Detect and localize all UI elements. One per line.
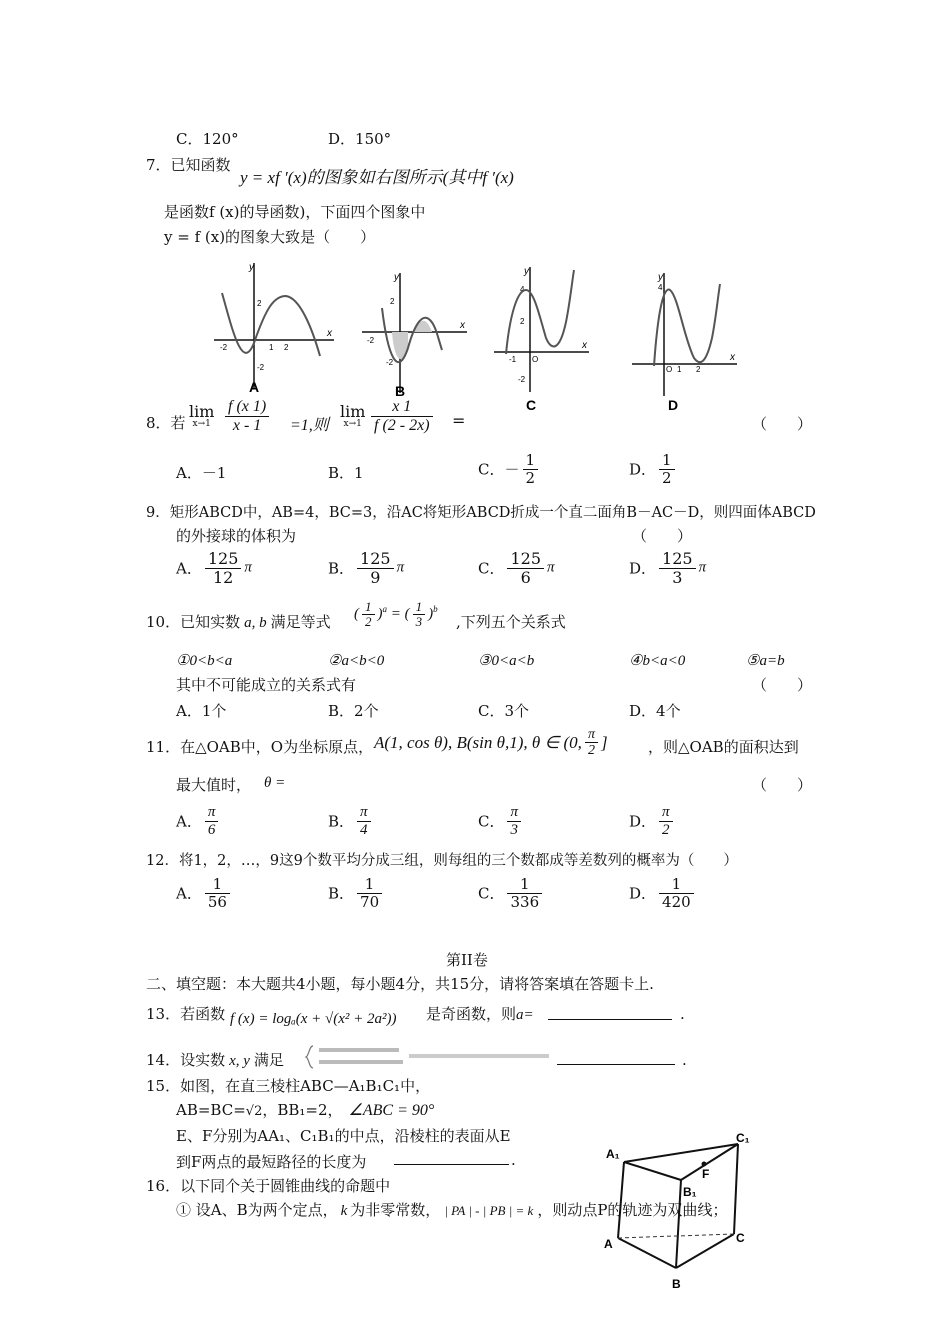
graph-d: [632, 268, 742, 418]
q14-end: .: [682, 1051, 687, 1069]
q10-line1: 10．已知实数 a, b 满足等式: [146, 613, 331, 631]
q10-relation-4: ④b<a<0: [629, 653, 686, 669]
q15-line1: 15．如图，在直三棱柱ABC—A₁B₁C₁中，: [146, 1077, 431, 1095]
q9-option-c: C． $\frac{125}{6}$ π: [478, 549, 555, 587]
q7-line3: y = f (x)的图象大致是（ ）: [164, 228, 376, 246]
q8-option-a: A．－1: [176, 464, 227, 482]
graph-d-label: D: [668, 397, 679, 413]
svg-text:4: 4: [520, 285, 525, 294]
graph-a: [214, 258, 339, 393]
svg-text:x: x: [730, 352, 735, 363]
q11-line1: 11．在△OAB中，O为坐标原点，: [146, 738, 374, 756]
q9-line1: 9．矩形ABCD中，AB=4，BC=3，沿AC将矩形ABCD折成一个直二面角B－AC－D，则四面体ABCD: [146, 505, 816, 521]
q11-option-c: C． $\frac{\pi}{3}$: [478, 804, 524, 838]
q12-option-d: D． $\frac{1}{420}$: [629, 876, 697, 910]
q11-option-d: D． $\frac{\pi}{2}$: [629, 804, 676, 838]
svg-text:2: 2: [696, 365, 701, 374]
q16-line2: ① 设A、B为两个定点， k 为非零常数， | PA | - | PB | = k ，则动点P的轨迹为双曲线；: [176, 1201, 728, 1219]
q6-option-c: C．120°: [176, 130, 239, 148]
q10-option-a: A．1个: [176, 702, 227, 720]
q7-line2: 是函数f (x)的导函数)，下面四个图象中: [164, 203, 426, 221]
q8-option-d: D． $\frac{1}{2}$: [629, 452, 678, 486]
svg-text:y: y: [524, 266, 529, 277]
svg-text:4: 4: [658, 283, 663, 292]
q8-fraction-1: $\frac{f (x 1)}{x - 1}$: [222, 398, 272, 434]
q10-relation-3: ③0<a<b: [478, 653, 535, 669]
q10-paren: （ ）: [752, 676, 813, 694]
q16-line1: 16．以下同个关于圆锥曲线的命题中: [146, 1177, 391, 1195]
graph-a-label: A: [249, 379, 260, 393]
q13-end: .: [680, 1005, 685, 1023]
svg-text:-2: -2: [367, 336, 375, 345]
q11-option-b: B． $\frac{\pi}{4}$: [328, 804, 374, 838]
q14-line: 14．设实数 x, y 满足: [146, 1051, 284, 1069]
q13-number: 13．若函数: [146, 1005, 226, 1023]
svg-text:x: x: [582, 340, 587, 351]
q10-option-d: D．4个: [629, 702, 681, 720]
part2-title: 第II卷: [446, 951, 488, 969]
q12-line1: 12．将1，2，…，9这9个数平均分成三组，则每组的三个数都成等差数列的概率为（ ）: [146, 853, 738, 869]
graph-c: [494, 262, 594, 417]
part2-section-heading: 二、填空题：本大题共4小题，每小题4分，共15分，请将答案填在答题卡上.: [146, 975, 654, 993]
q15-line2: AB=BC=√2，BB₁=2， ∠ABC = 90°: [176, 1101, 435, 1119]
svg-text:y: y: [658, 272, 663, 283]
label-f: F: [702, 1167, 710, 1181]
svg-text:2: 2: [284, 343, 289, 352]
q9-line2: 的外接球的体积为: [176, 527, 297, 545]
q8-option-b: B．1: [328, 464, 364, 482]
svg-text:y: y: [249, 262, 254, 273]
q10-equation: ( $\frac{1}{2}$ )$^a$ = ( $\frac{1}{3}$ )$^b$: [354, 599, 438, 630]
q13-answer-blank[interactable]: [548, 1019, 672, 1020]
q8-mid: =1,则: [290, 417, 329, 434]
svg-text:O: O: [532, 355, 539, 364]
svg-text:1: 1: [269, 343, 274, 352]
q8-equals: =: [452, 411, 466, 430]
q11-option-a: A． $\frac{\pi}{6}$: [176, 804, 221, 838]
q10-relation-2: ②a<b<0: [328, 653, 385, 669]
label-a: A: [604, 1237, 613, 1251]
q15-line3: E、F分别为AA₁、C₁B₁的中点，沿棱柱的表面从E: [176, 1127, 511, 1145]
q11-theta: θ =: [264, 775, 286, 791]
graph-c-label: C: [526, 397, 537, 413]
q8-lim-1: lim x→1: [189, 402, 215, 429]
q13-tail: 是奇函数，则a=: [426, 1005, 534, 1023]
q11-line2: 最大值时，: [176, 776, 252, 794]
svg-text:2: 2: [520, 317, 525, 326]
q8-fraction-2: $\frac{x 1}{f (2 - 2x)}$: [368, 398, 436, 434]
q12-option-a: A． $\frac{1}{56}$: [176, 876, 233, 910]
q10-line3: 其中不可能成立的关系式有: [176, 676, 357, 694]
svg-text:x: x: [327, 328, 332, 339]
q12-option-b: B． $\frac{1}{70}$: [328, 876, 385, 910]
q10-line1-tail: ,下列五个关系式: [456, 613, 566, 631]
q9-option-d: D． $\frac{125}{3}$ π: [629, 549, 707, 587]
q10-option-c: C．3个: [478, 702, 530, 720]
q14-constraints-blurred: [305, 1042, 555, 1072]
svg-text:O: O: [666, 365, 673, 374]
q9-paren: （ ）: [632, 527, 693, 545]
svg-text:1: 1: [677, 365, 682, 374]
q8-paren: （ ）: [752, 415, 813, 433]
q10-relation-1: ①0<b<a: [176, 653, 233, 669]
q10-option-b: B．2个: [328, 702, 379, 720]
label-c1: C₁: [736, 1131, 750, 1145]
svg-text:x: x: [460, 320, 465, 331]
graph-b-label: B: [395, 383, 406, 398]
svg-text:-1: -1: [509, 355, 517, 364]
q11-formula: A(1, cos θ), B(sin θ,1), θ ∈ (0, $\frac{\pi}{2}$ ]: [374, 727, 608, 759]
svg-text:-2: -2: [518, 375, 526, 384]
label-c: C: [736, 1231, 745, 1245]
q15-line4: 到F两点的最短路径的长度为: [176, 1153, 367, 1171]
q9-option-b: B． $\frac{125}{9}$ π: [328, 549, 405, 587]
label-b1: B₁: [683, 1185, 697, 1199]
svg-text:-2: -2: [257, 363, 265, 372]
q11-paren: （ ）: [752, 776, 813, 794]
q7-formula: y = xf ′(x)的图象如右图所示(其中f ′(x): [240, 168, 514, 187]
q6-option-d: D．150°: [328, 130, 392, 148]
svg-text:2: 2: [257, 299, 262, 308]
svg-text:y: y: [394, 272, 399, 283]
label-b: B: [672, 1277, 681, 1291]
q10-relation-5: ⑤a=b: [746, 653, 785, 669]
q8-lim-2: lim x→1: [340, 402, 366, 429]
q9-option-a: A． $\frac{125}{12}$ π: [176, 549, 252, 587]
q15-end: .: [511, 1151, 516, 1169]
q7-number: 7．已知函数: [146, 156, 231, 174]
label-a1: A₁: [606, 1147, 620, 1161]
svg-text:2: 2: [390, 297, 395, 306]
q8-option-c: C．－ $\frac{1}{2}$: [478, 452, 541, 486]
q8-number: 8．若: [146, 414, 186, 432]
svg-text:-2: -2: [386, 358, 394, 367]
graph-b: [362, 268, 472, 398]
svg-text:-2: -2: [220, 343, 228, 352]
q14-answer-blank[interactable]: [557, 1064, 675, 1065]
q12-option-c: C． $\frac{1}{336}$: [478, 876, 545, 910]
q11-line1-tail: ，则△OAB的面积达到: [648, 738, 799, 756]
q13-formula: f (x) = logₐ(x + √(x² + 2a²)): [230, 1011, 397, 1027]
q15-answer-blank[interactable]: [394, 1164, 509, 1165]
